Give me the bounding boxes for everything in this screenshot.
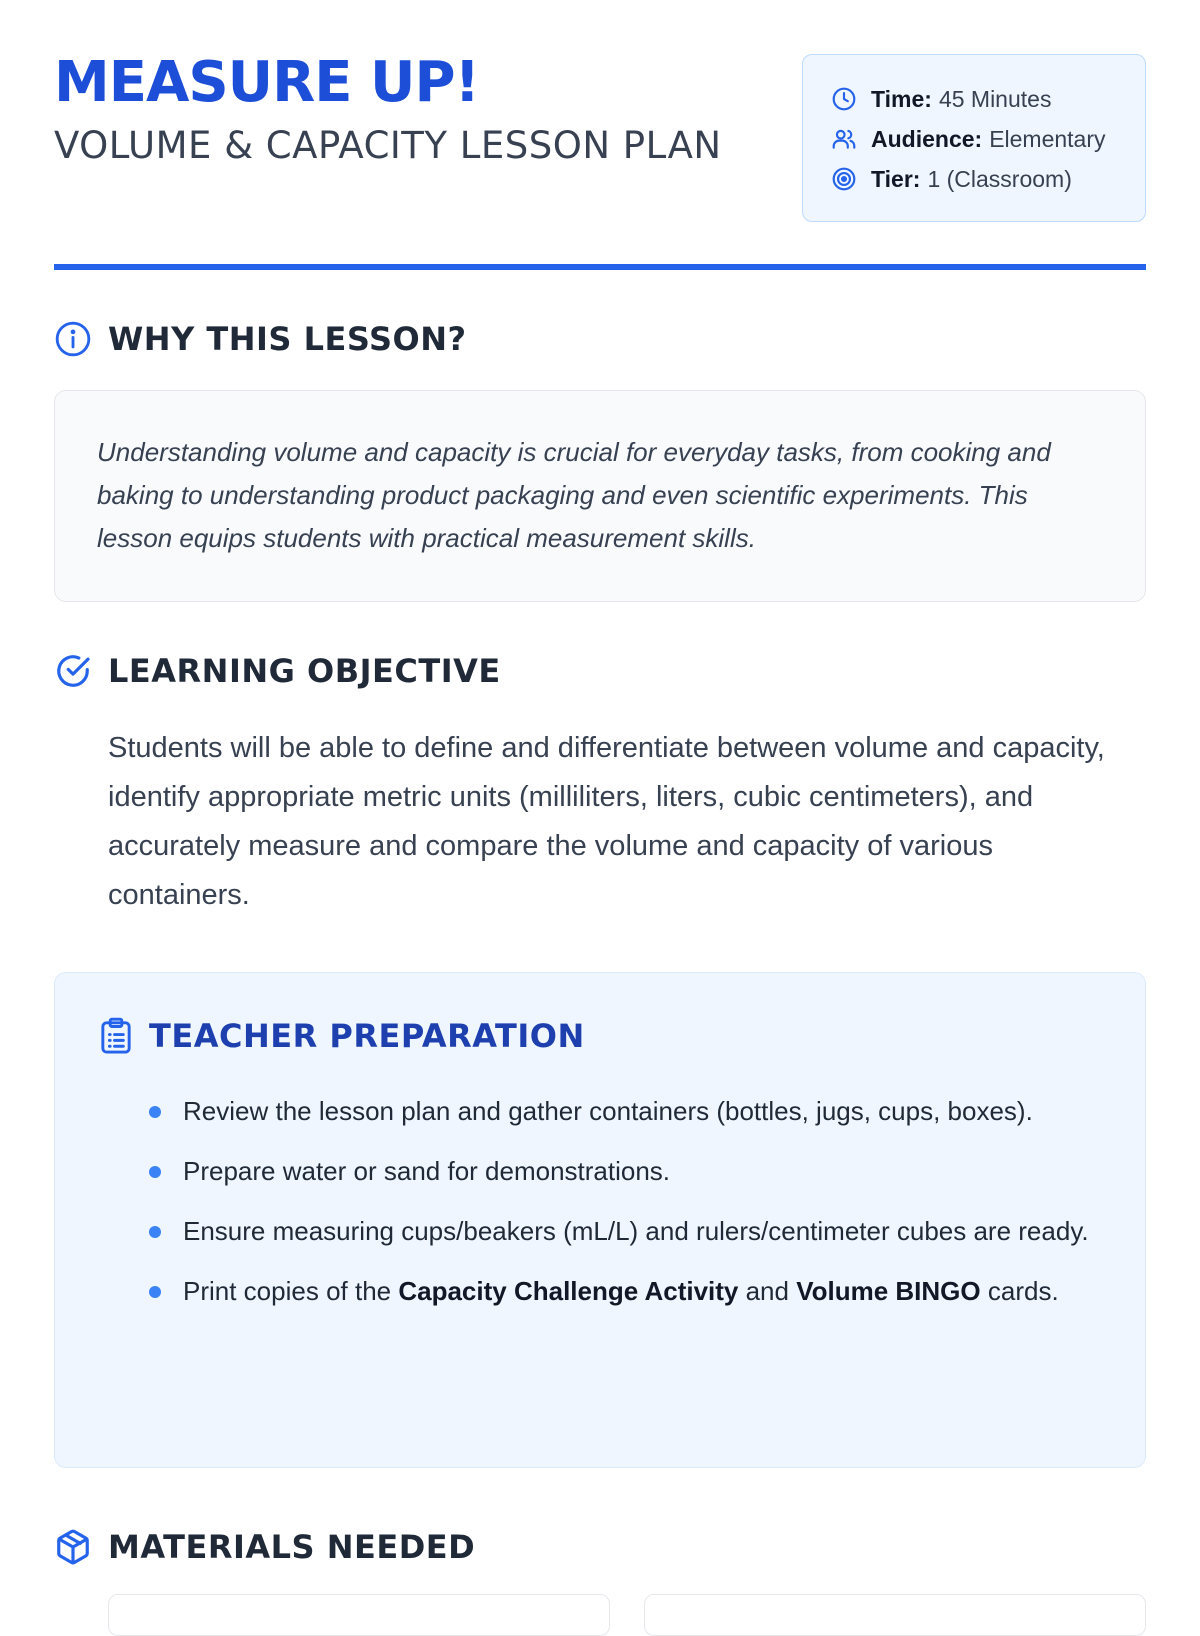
prep-list (149, 1091, 1099, 1331)
objective-text: Students will be able to define and differentiate between volume and capacity, identify appropriate metric units (milliliters, liters, cubic centimeters), and accurately measure and compare the volume and capacity of various containers. (108, 732, 1105, 911)
header (54, 0, 1146, 270)
meta-time-value: 45 Minutes (938, 85, 1052, 112)
page-subtitle: VOLUME & CAPACITY LESSON PLAN (54, 124, 722, 167)
page-title: MEASURE UP! (54, 50, 480, 115)
teacher-prep-box (54, 972, 1146, 1468)
prep-item-text: and (738, 1276, 797, 1306)
clipboard-icon (99, 1017, 133, 1055)
prep-list-item: Ensure measuring cups/beakers (mL/L) and rulers/centimeter cubes are ready. (149, 1211, 1099, 1251)
prep-section-header (99, 1017, 585, 1055)
meta-audience-value: Elementary (989, 125, 1106, 152)
materials-section-header (54, 1528, 475, 1566)
prep-list-item (149, 1271, 1099, 1311)
meta-time (831, 79, 1145, 119)
materials-card (108, 1594, 610, 1636)
target-icon (831, 166, 857, 192)
prep-item-activity-name: Capacity Challenge Activity (398, 1276, 739, 1306)
prep-list-item: Prepare water or sand for demonstrations. (149, 1151, 1099, 1191)
lesson-plan-page (54, 0, 1146, 1566)
objective-section-title: LEARNING OBJECTIVE (108, 652, 501, 690)
meta-tier-value: 1 (Classroom) (927, 165, 1072, 192)
header-divider (54, 264, 1146, 270)
prep-item-bingo-name: Volume BINGO (796, 1276, 981, 1306)
meta-tier (831, 159, 1145, 199)
objective-section-header (54, 652, 501, 690)
prep-item-text: Print copies of the (183, 1276, 399, 1306)
info-icon (54, 320, 92, 358)
why-section-text: Understanding volume and capacity is crucial for everyday tasks, from cooking and baking to understanding product packaging and even scientific experiments. This lesson equips students with practical measurement skills. (97, 437, 1051, 553)
materials-section-title: MATERIALS NEEDED (108, 1528, 476, 1566)
check-circle-icon (54, 652, 92, 690)
materials-card (644, 1594, 1146, 1636)
users-icon (831, 126, 857, 152)
meta-audience (831, 119, 1145, 159)
lesson-meta-box (802, 54, 1146, 222)
prep-list-item: Review the lesson plan and gather containers (bottles, jugs, cups, boxes). (149, 1091, 1099, 1131)
why-section-title: WHY THIS LESSON? (108, 320, 467, 358)
prep-section-title: TEACHER PREPARATION (149, 1017, 585, 1055)
meta-time-label: Time: (871, 85, 932, 112)
why-section-box (54, 390, 1146, 602)
meta-audience-label: Audience: (871, 125, 983, 152)
box-icon (54, 1528, 92, 1566)
clock-icon (831, 86, 857, 112)
prep-item-text: cards. (980, 1276, 1059, 1306)
why-section-header (54, 320, 467, 358)
meta-tier-label: Tier: (871, 165, 921, 192)
